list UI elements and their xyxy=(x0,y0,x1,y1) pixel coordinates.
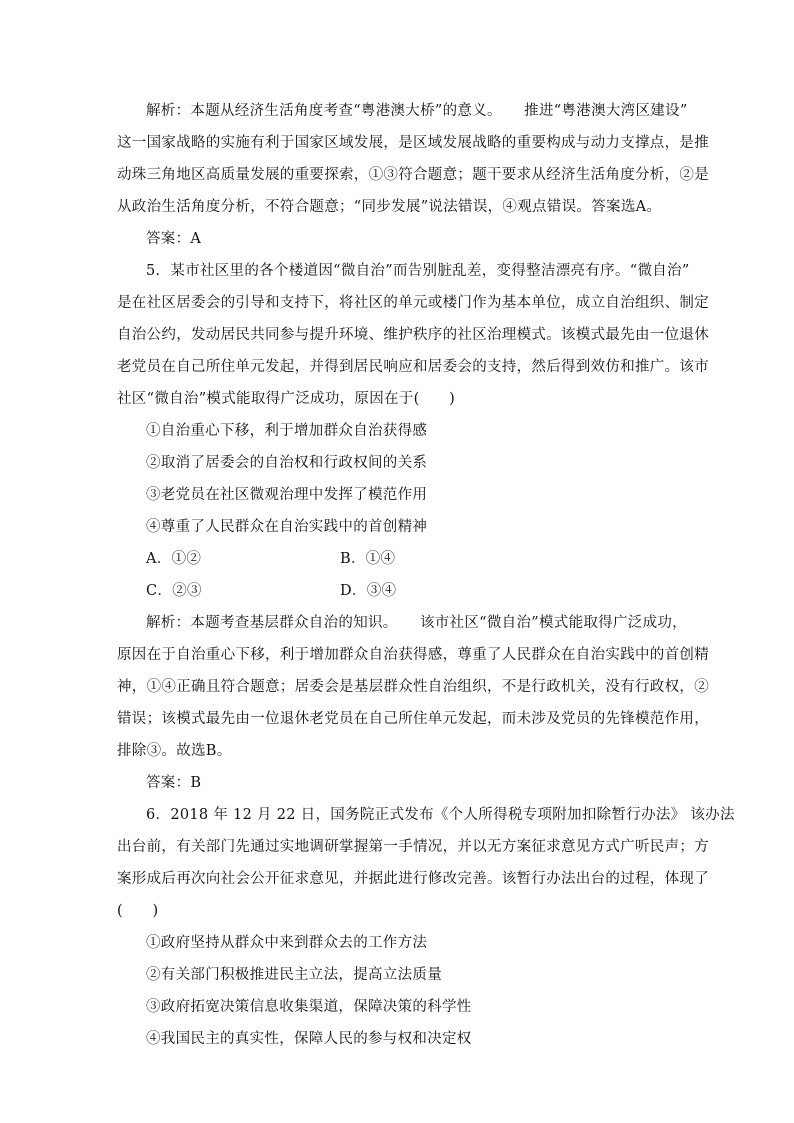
q6-statement: ①政府坚持从群众中来到群众去的工作方法 xyxy=(146,935,428,951)
q5-option-b: B．①④ xyxy=(340,551,396,567)
q5-answer: 答案：B xyxy=(146,775,202,791)
q5-statement: ②取消了居委会的自治权和行政权间的关系 xyxy=(146,455,428,471)
q4-analysis-line: 这一国家战略的实施有利于国家区域发展，是区域发展战略的重要构成与动力支撑点，是推 xyxy=(117,135,709,151)
q6-statement: ④我国民主的真实性，保障人民的参与权和决定权 xyxy=(146,1031,472,1047)
q5-statement: ①自治重心下移，利于增加群众自治获得感 xyxy=(146,423,428,439)
q5-statement: ③老党员在社区微观治理中发挥了模范作用 xyxy=(146,487,428,503)
q5-options-row xyxy=(146,549,711,569)
q6-statement: ③政府拓宽决策信息收集渠道，保障决策的科学性 xyxy=(146,999,472,1015)
q4-analysis-line: 动珠三角地区高质量发展的重要探索，①③符合题意；题干要求从经济生活角度分析，②是 xyxy=(117,167,709,183)
q4-answer: 答案：A xyxy=(146,231,202,247)
q5-options-row xyxy=(146,581,711,601)
q5-option-c: C．②③ xyxy=(146,583,202,599)
q5-stem-line: 自治公约，发动居民共同参与提升环境、维护秩序的社区治理模式。该模式最先由一位退休 xyxy=(117,327,709,343)
q4-analysis-line: 解析：本题从经济生活角度考查“粤港澳大桥”的意义。 推进“粤港澳大湾区建设” xyxy=(146,103,688,119)
q5-stem-line: 5．某市社区里的各个楼道因“微自治”而告别脏乱差，变得整洁漂亮有序。“微自治” xyxy=(146,263,690,279)
q5-statement: ④尊重了人民群众在自治实践中的首创精神 xyxy=(146,519,428,535)
q5-stem-line: 老党员在自己所住单元发起，并得到居民响应和居委会的支持，然后得到效仿和推广。该市 xyxy=(117,359,709,375)
q6-stem-line: 出台前，有关部门先通过实地调研掌握第一手情况，并以无方案征求意见方式广听民声；方 xyxy=(117,839,709,855)
q5-stem-line: 是在社区居委会的引导和支持下，将社区的单元或楼门作为基本单位，成立自治组织、制定 xyxy=(117,295,709,311)
q5-analysis-line: 排除③。故选B。 xyxy=(117,743,232,759)
q5-analysis-line: 解析：本题考查基层群众自治的知识。 该市社区“微自治”模式能取得广泛成功， xyxy=(146,615,687,631)
q6-stem-line: 6．2018 年 12 月 22 日，国务院正式发布《个人所得税专项附加扣除暂行办法》 该办法 xyxy=(146,807,735,823)
q6-statement: ②有关部门积极推进民主立法，提高立法质量 xyxy=(146,967,442,983)
q5-analysis-line: 原因在于自治重心下移，利于增加群众自治获得感，尊重了人民群众在自治实践中的首创精 xyxy=(117,647,709,663)
q5-stem-line: 社区“微自治”模式能取得广泛成功，原因在于( ) xyxy=(117,391,456,407)
q5-analysis-line: 错误；该模式最先由一位退休老党员在自己所住单元发起，而未涉及党员的先锋模范作用， xyxy=(117,711,709,727)
q6-stem-line: 案形成后再次向社会公开征求意见，并据此进行修改完善。该暂行办法出台的过程，体现了 xyxy=(117,871,709,887)
q5-analysis-line: 神，①④正确且符合题意；居委会是基层群众性自治组织，不是行政机关，没有行政权，② xyxy=(117,679,709,695)
q5-option-a: A．①② xyxy=(146,551,202,567)
q6-stem-line: ( ) xyxy=(117,903,159,919)
q5-option-d: D．③④ xyxy=(340,583,397,599)
q4-analysis-line: 从政治生活角度分析，不符合题意；“同步发展”说法错误，④观点错误。答案选A。 xyxy=(117,199,662,215)
